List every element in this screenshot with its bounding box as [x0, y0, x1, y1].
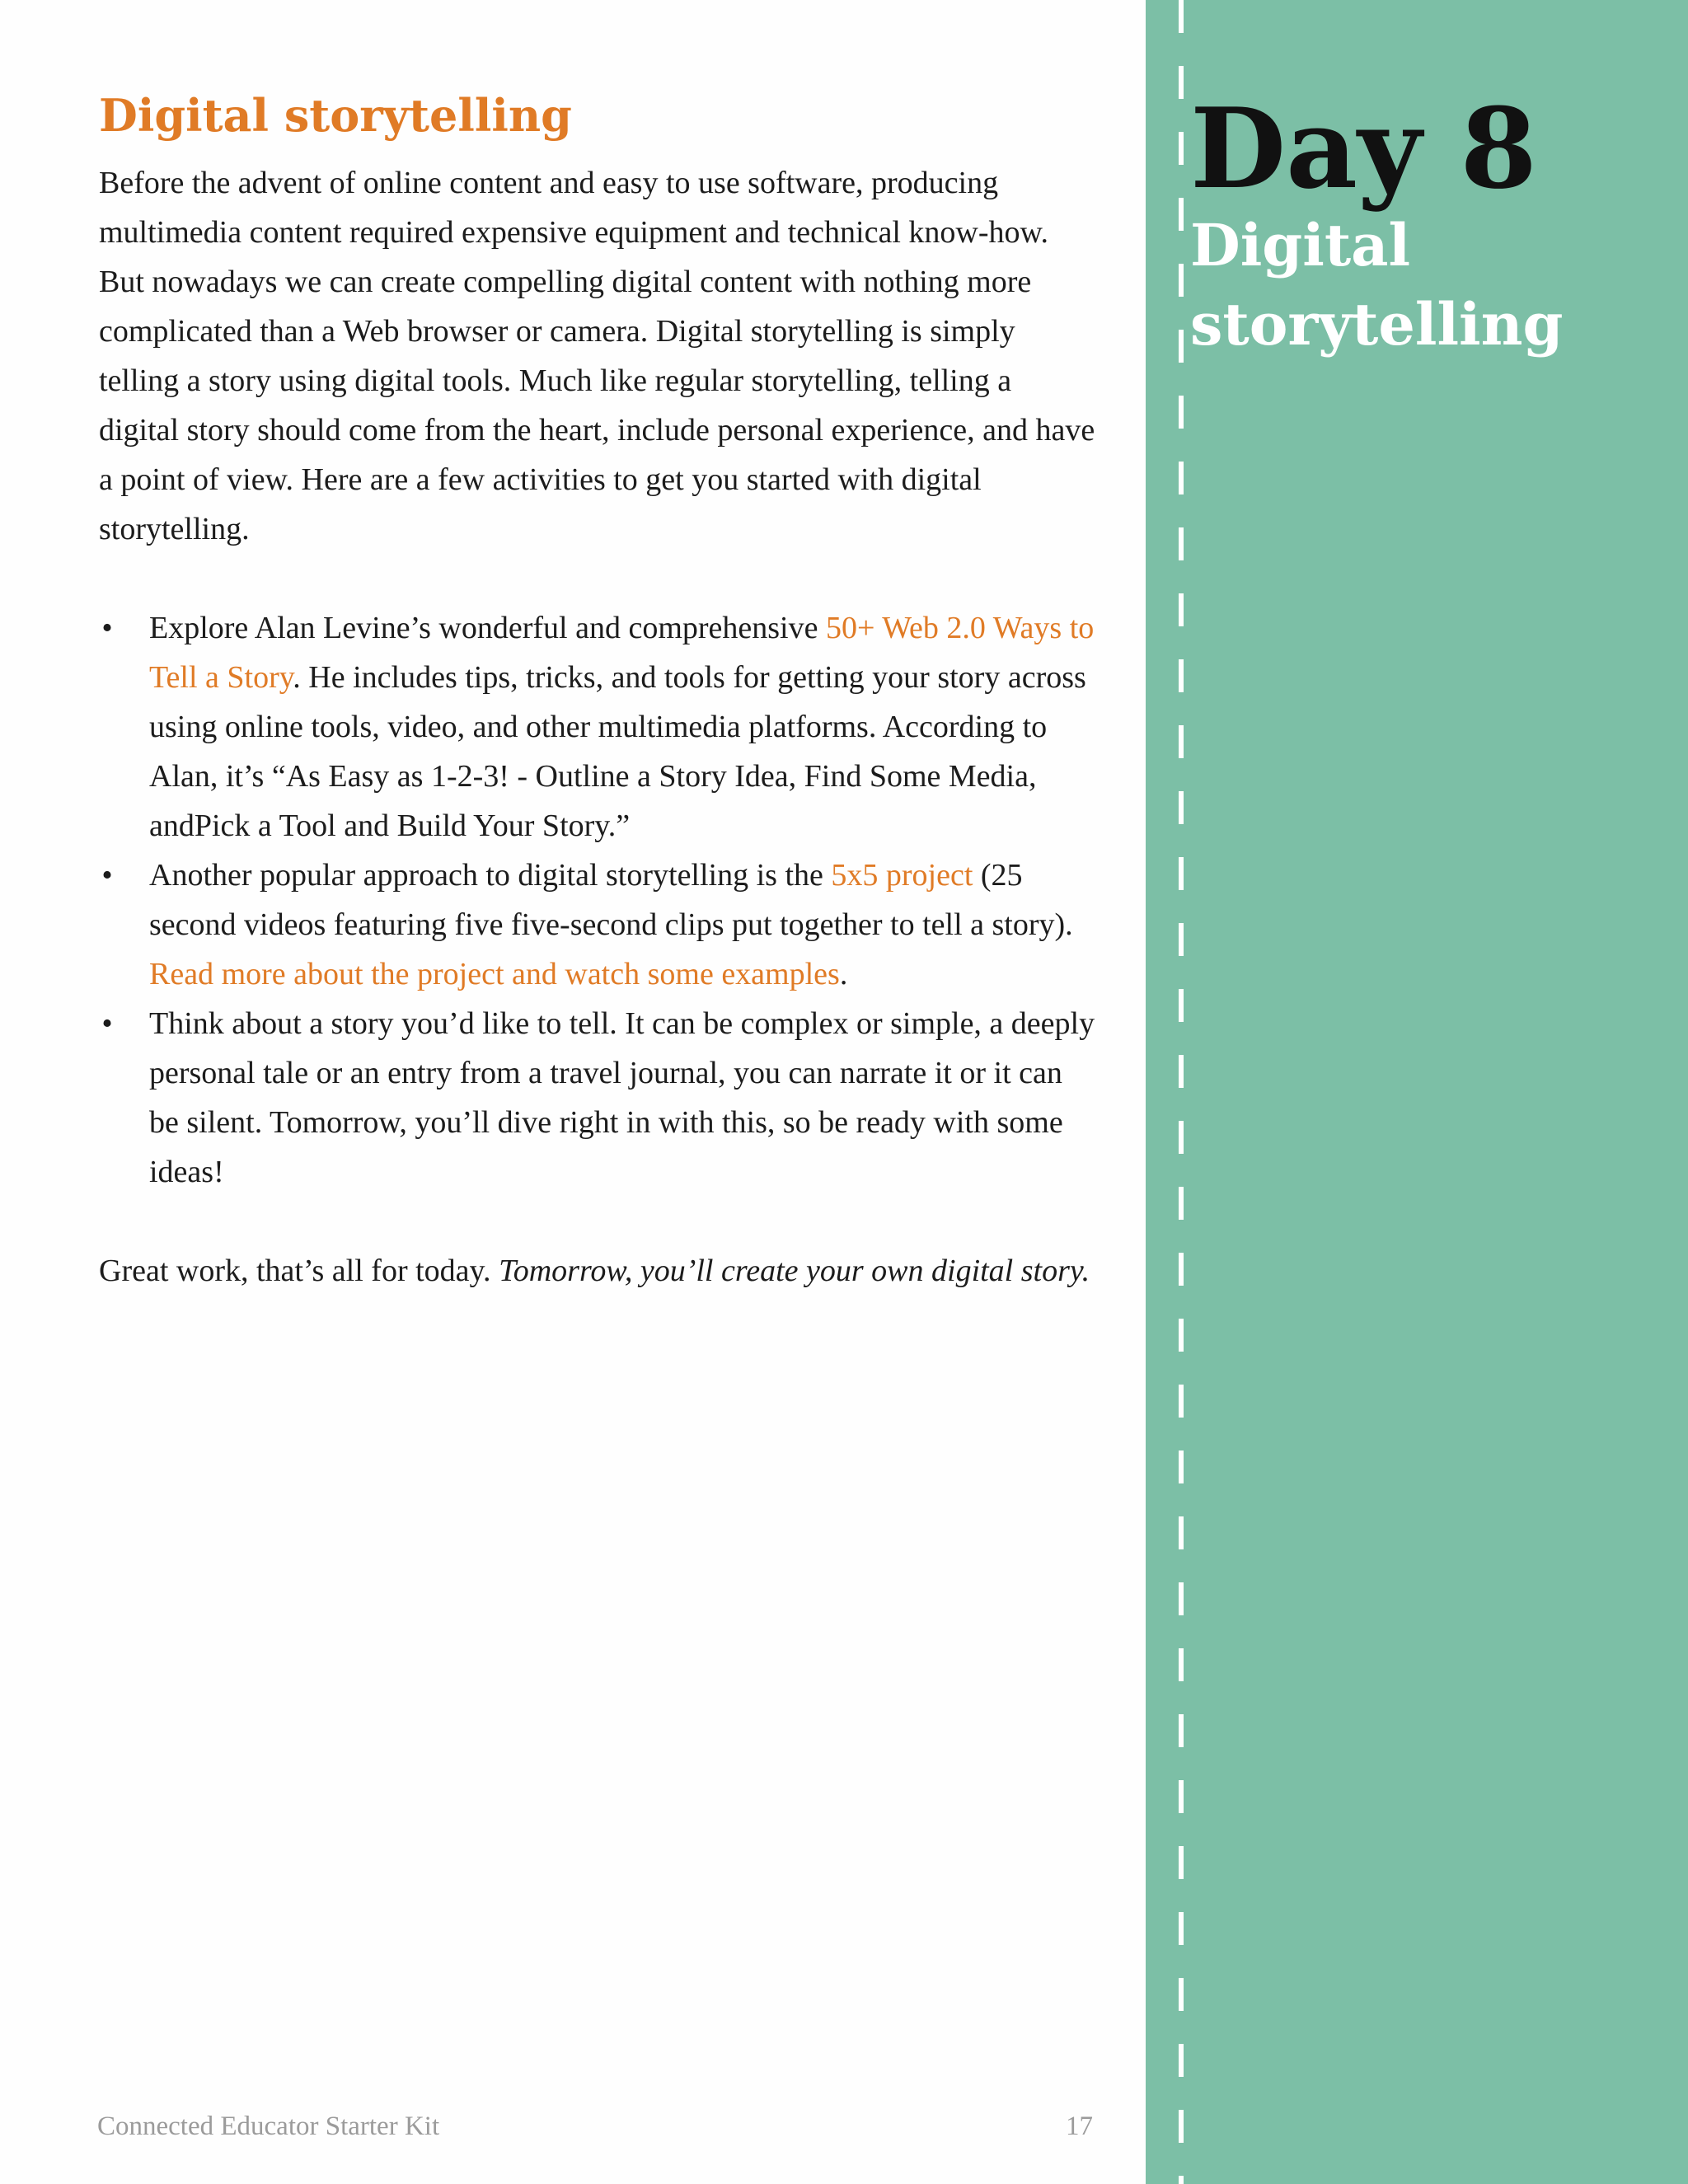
activity-text: . He includes tips, tricks, and tools for getting your story across using online tools, video, and other multimedia platforms. According to Alan, it’s “As Easy as 1-2-3! - Outline a Story Idea, Find Some Media, andPick a Tool and Build Your Story.” [149, 660, 1086, 843]
section-heading: Digital storytelling [99, 89, 572, 142]
page-number: 17 [1066, 2111, 1093, 2141]
activity-text: Think about a story you’d like to tell. It can be complex or simple, a deeply personal tale or an entry from a travel journal, you can narrate it or it can be silent. Tomorrow, you’ll dive right in with this, so be ready with some ideas! [149, 1006, 1095, 1189]
web-ways-link[interactable]: 50+ Web 2.0 Ways to Tell a Story [149, 611, 1095, 695]
intro-paragraph: Before the advent of online content and easy to use software, producing multimedia content required expensive equipment and technical know-how. But nowadays we can create compelling digital content with nothing more complicated than a Web browser or camera. Digital storytelling is simply telling a story using digital tools. Much like regular storytelling, telling a digital story should come from the heart, include personal experience, and have a point of view. Here are a few activities to get you started with digital storytelling. [99, 166, 1095, 546]
footer-title: Connected Educator Starter Kit [97, 2111, 440, 2141]
day-topic: Digital storytelling [1190, 211, 1564, 359]
closing-text: Great work, that’s all for today. [99, 1254, 499, 1288]
bullet-icon: • [101, 858, 113, 893]
sidebar-panel [1146, 0, 1688, 2184]
activity-list [99, 603, 1096, 1197]
list-item [99, 603, 1096, 851]
activity-text: . [839, 957, 848, 991]
closing-italic-text: Tomorrow, you’ll create your own digital story. [499, 1254, 1090, 1288]
activity-text: Another popular approach to digital storytelling is the [149, 858, 832, 893]
closing-paragraph [99, 1246, 1096, 1296]
main-column [99, 82, 1096, 1296]
list-item [99, 851, 1096, 999]
dashed-divider [1179, 0, 1184, 2184]
bullet-icon: • [101, 611, 113, 645]
activity-text: (25 second videos featuring five five-second clips put together to tell a story). [149, 858, 1073, 942]
examples-link[interactable]: Read more about the project and watch some examples [149, 957, 840, 991]
five-by-five-link[interactable]: 5x5 project [831, 858, 973, 893]
activity-text: Explore Alan Levine’s wonderful and comprehensive [149, 611, 826, 645]
day-title: Day 8 [1190, 83, 1537, 213]
list-item [99, 999, 1096, 1197]
bullet-icon: • [101, 1006, 113, 1041]
